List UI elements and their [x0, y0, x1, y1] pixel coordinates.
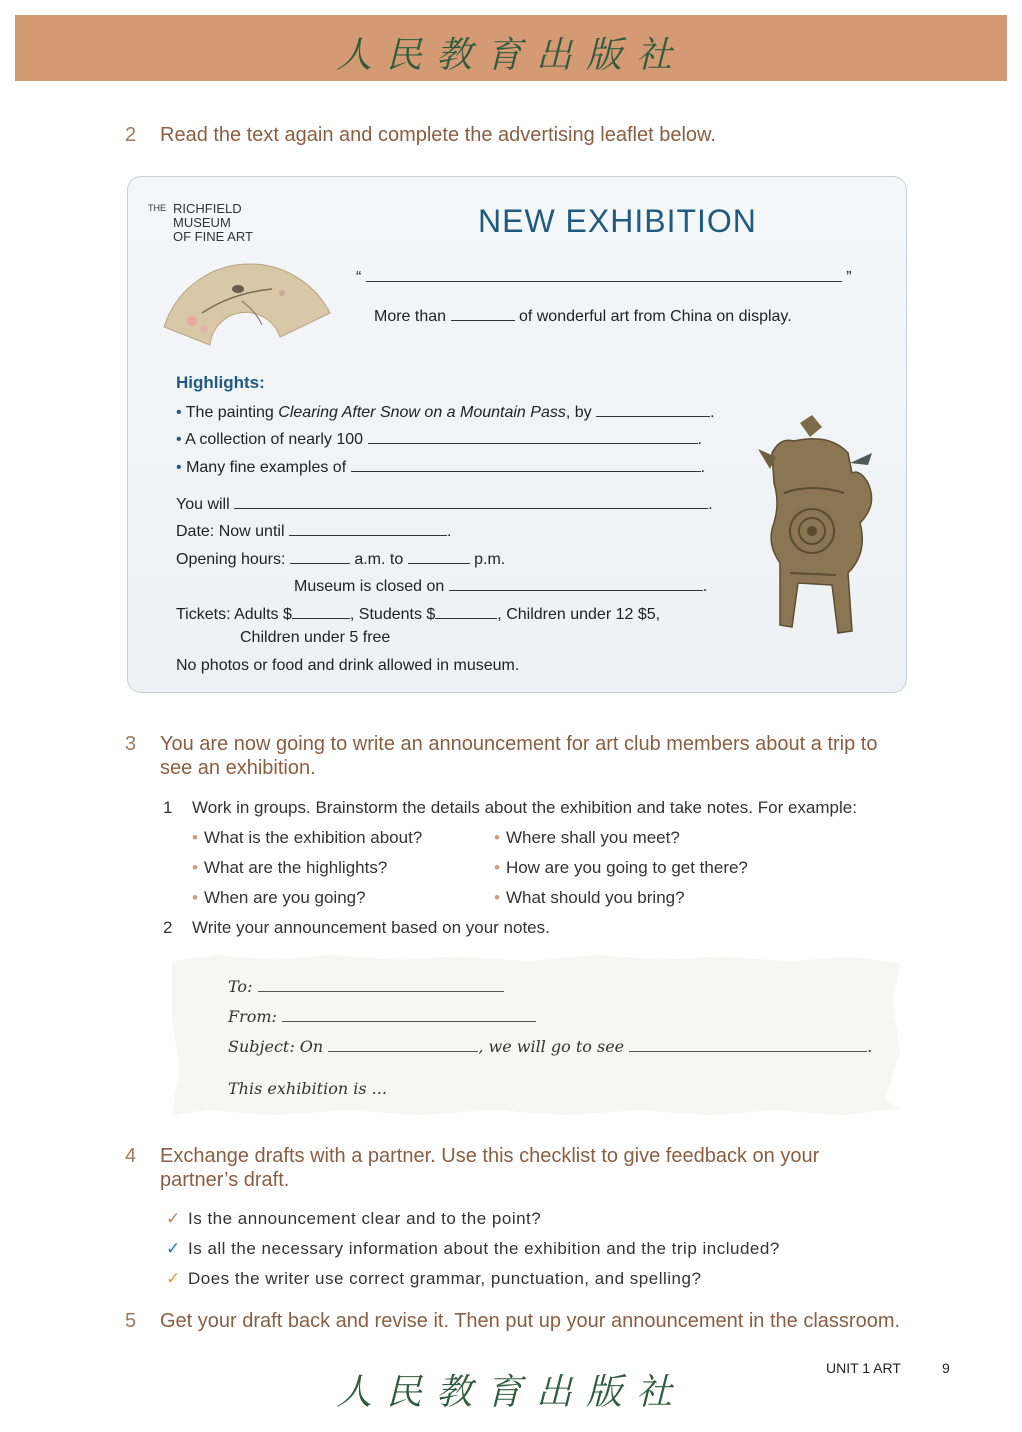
museum-logo-line-3: OF FINE ART [173, 229, 253, 244]
note-to-blank[interactable] [258, 975, 504, 992]
note-from-blank[interactable] [282, 1005, 536, 1022]
opening-am-blank[interactable] [290, 547, 350, 564]
period: . [697, 431, 702, 448]
museum-logo-line-1: RICHFIELD [173, 201, 242, 216]
question-right-2 [494, 858, 748, 878]
bullet-dot: • [192, 828, 198, 847]
footer-publisher-logo: 人民教育出版社 [335, 1372, 686, 1413]
more-than-line [374, 304, 792, 326]
tickets-line [176, 602, 660, 624]
tickets-adults-label: Tickets: Adults $ [176, 606, 292, 623]
checklist-item-3 [166, 1269, 701, 1289]
you-will-label: You will [176, 496, 230, 513]
note-from-line [228, 1005, 536, 1026]
quote-open: “ [356, 269, 362, 286]
check-icon: ✓ [166, 1239, 181, 1258]
footer-unit-label: UNIT 1 ART [826, 1360, 901, 1376]
task-2-instruction: Read the text again and complete the advertising leaflet below. [160, 124, 716, 146]
publisher-logo: 人民教育出版社 [335, 35, 686, 76]
closed-on-label: Museum is closed on [294, 578, 445, 595]
opening-hours-label: Opening hours: [176, 551, 286, 568]
task-3-number: 3 [125, 733, 137, 755]
date-label: Date: Now until [176, 523, 285, 540]
bullet-dot: • [176, 404, 182, 421]
highlight-bullet-2 [176, 427, 702, 449]
highlight-bullet-3 [176, 455, 705, 477]
question-left-1 [192, 828, 422, 848]
step-2-text: Write your announcement based on your notes. [192, 918, 550, 937]
highlights-heading: Highlights: [176, 373, 265, 392]
question-text: When are you going? [203, 888, 366, 907]
tickets-students-label: , Students $ [349, 606, 436, 623]
bullet-dot: • [192, 888, 198, 907]
question-text: What should you bring? [505, 888, 685, 907]
period: . [867, 1037, 873, 1056]
question-left-2 [192, 858, 387, 878]
step-1-text: Work in groups. Brainstorm the details about the exhibition and take notes. For example: [192, 798, 857, 817]
check-icon: ✓ [166, 1209, 181, 1228]
question-text: What is the exhibition about? [203, 828, 423, 847]
tickets-children5: Children under 5 free [240, 629, 391, 646]
note-to-line [228, 975, 504, 996]
period: . [700, 459, 706, 476]
am-to-label: a.m. to [354, 551, 404, 568]
task-4-number: 4 [125, 1145, 137, 1167]
bullet-3-text: Many fine examples of [186, 459, 347, 476]
leaflet-title: NEW EXHIBITION [478, 203, 757, 239]
question-text: How are you going to get there? [505, 858, 748, 877]
question-text: Where shall you meet? [505, 828, 680, 847]
checklist-text: Is all the necessary information about the exhibition and the trip included? [188, 1239, 780, 1258]
closing-pm-blank[interactable] [408, 547, 470, 564]
more-than-blank[interactable] [451, 304, 515, 321]
highlight-bullet-1 [176, 400, 715, 422]
note-subject-label: Subject: On [228, 1037, 324, 1056]
examples-blank[interactable] [351, 455, 701, 472]
task-2-number: 2 [125, 124, 137, 146]
more-than-suffix: of wonderful art from China on display. [518, 308, 792, 325]
header-banner [15, 15, 1007, 81]
question-right-1 [494, 828, 680, 848]
student-price-blank[interactable] [435, 602, 497, 619]
note-body: This exhibition is ... [228, 1079, 387, 1098]
closed-day-blank[interactable] [449, 574, 703, 591]
bronze-vessel-image [740, 413, 890, 651]
date-line [176, 519, 451, 541]
bullet-1-post: , by [565, 404, 592, 421]
note-we-will-label: , we will go to see [478, 1037, 625, 1056]
advertising-leaflet [127, 176, 907, 693]
checklist-text: Does the writer use correct grammar, punctuation, and spelling? [188, 1269, 702, 1288]
task-5-instruction: Get your draft back and revise it. Then put up your announcement in the classroom. [160, 1310, 901, 1332]
check-icon: ✓ [166, 1269, 181, 1288]
slogan-line [356, 265, 852, 287]
more-than-label: More than [374, 308, 447, 325]
task-4-instruction-line-2: partner’s draft. [160, 1169, 290, 1191]
note-to-label: To: [228, 977, 253, 996]
checklist-item-1 [166, 1209, 541, 1229]
task-3-instruction-line-1: You are now going to write an announcement for art club members about a trip to [160, 733, 878, 755]
checklist-text: Is the announcement clear and to the point? [188, 1209, 542, 1228]
bullet-1-pre: The painting [185, 404, 274, 421]
fan-painting-image [162, 263, 332, 347]
task-4-instruction-line-1: Exchange drafts with a partner. Use this checklist to give feedback on your [160, 1145, 820, 1167]
question-text: What are the highlights? [203, 858, 388, 877]
tickets-children12-label: , Children under 12 $5, [497, 606, 661, 623]
note-date-blank[interactable] [328, 1035, 478, 1052]
question-right-3 [494, 888, 685, 908]
slogan-blank[interactable] [366, 265, 842, 282]
collection-blank[interactable] [368, 427, 698, 444]
opening-hours-line [176, 547, 505, 569]
task-3-instruction-line-2: see an exhibition. [160, 757, 316, 779]
date-blank[interactable] [289, 519, 447, 536]
pm-label: p.m. [474, 551, 506, 568]
quote-close: ” [846, 269, 852, 286]
bullet-dot: • [176, 431, 182, 448]
closed-on-line [294, 574, 707, 596]
period: . [702, 578, 708, 595]
footer-page-number: 9 [942, 1360, 950, 1376]
bullet-dot: • [494, 888, 500, 907]
bullet-dot: • [192, 858, 198, 877]
bullet-dot: • [494, 828, 500, 847]
note-subject-line [228, 1035, 872, 1056]
museum-logo-the: THE [148, 203, 166, 213]
painting-title: Clearing After Snow on a Mountain Pass [278, 404, 566, 421]
bullet-dot: • [494, 858, 500, 877]
museum-rules: No photos or food and drink allowed in museum. [176, 657, 520, 674]
note-from-label: From: [228, 1007, 277, 1026]
adult-price-blank[interactable] [292, 602, 350, 619]
step-1-number: 1 [163, 798, 173, 817]
period: . [446, 523, 452, 540]
period: . [708, 496, 713, 513]
museum-logo-line-2: MUSEUM [173, 215, 231, 230]
step-2-number: 2 [163, 918, 173, 937]
bullet-dot: • [176, 459, 182, 476]
task-5-number: 5 [125, 1310, 137, 1332]
painter-blank[interactable] [596, 400, 710, 417]
you-will-blank[interactable] [234, 492, 708, 509]
question-left-3 [192, 888, 366, 908]
checklist-item-2 [166, 1239, 780, 1259]
bullet-2-text: A collection of nearly 100 [185, 431, 364, 448]
you-will-line [176, 492, 713, 514]
period: . [710, 404, 715, 421]
note-exhibition-blank[interactable] [629, 1035, 867, 1052]
